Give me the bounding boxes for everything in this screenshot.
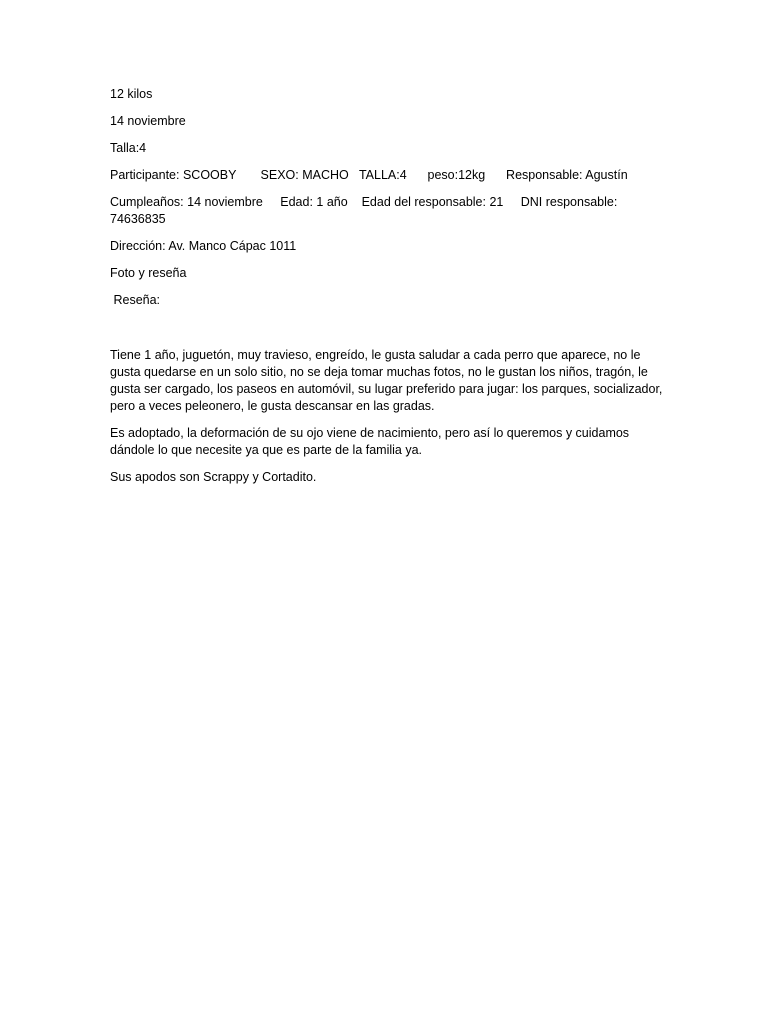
dni-value: 74636835	[110, 212, 166, 226]
paragraph-description: Tiene 1 año, juguetón, muy travieso, engreído, le gusta saludar a cada perro que aparece, no le gusta quedarse en un solo sitio, no se deja tomar muchas fotos, no le gustan los niños, tragón, le gusta ser cargado, los paseos en automóvil, su lugar preferido para jugar: los parques, socializador, pero a veces peleonero, le gusta descansar en las gradas.	[110, 348, 663, 413]
birthday-info-line	[110, 194, 665, 228]
direccion-line: Dirección: Av. Manco Cápac 1011	[110, 239, 297, 253]
date-line: 14 noviembre	[110, 114, 186, 128]
sexo-field: SEXO: MACHO	[260, 168, 349, 182]
paragraph-adoption: Es adoptado, la deformación de su ojo viene de nacimiento, pero así lo queremos y cuidamos dándole lo que necesite ya que es parte de la familia ya.	[110, 426, 630, 457]
cumpleanos-field: Cumpleaños: 14 noviembre	[110, 195, 263, 209]
participant-info-line	[110, 167, 665, 184]
spacer	[110, 319, 665, 347]
weight-line: 12 kilos	[110, 87, 153, 101]
foto-resena-line: Foto y reseña	[110, 266, 187, 280]
paragraph-nicknames: Sus apodos son Scrappy y Cortadito.	[110, 470, 317, 484]
document-content	[110, 86, 665, 496]
resena-label: Reseña:	[110, 293, 161, 307]
edad-responsable-field: Edad del responsable: 21	[361, 195, 504, 209]
peso-field: peso:12kg	[427, 168, 486, 182]
edad-field: Edad: 1 año	[280, 195, 348, 209]
responsable-field: Responsable: Agustín	[506, 168, 628, 182]
talla-field: TALLA:4	[358, 168, 407, 182]
participante-field: Participante: SCOOBY	[110, 168, 237, 182]
talla-line: Talla:4	[110, 141, 147, 155]
dni-label: DNI responsable:	[520, 195, 618, 209]
